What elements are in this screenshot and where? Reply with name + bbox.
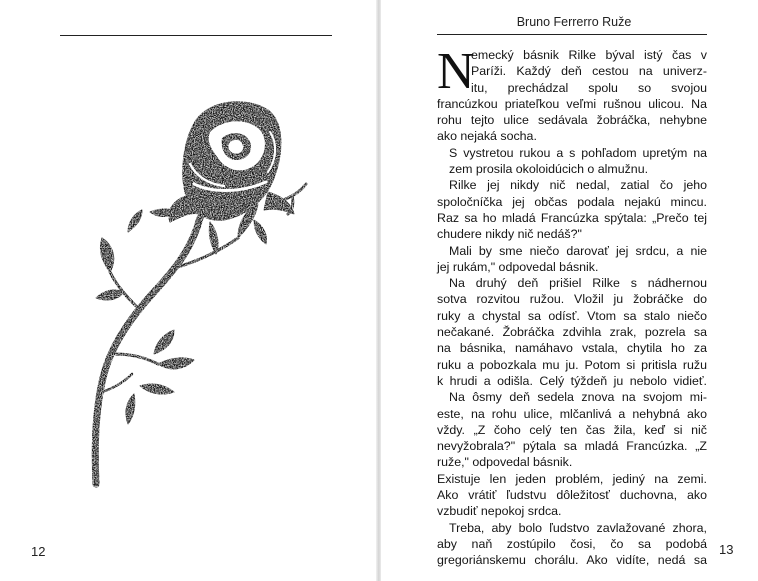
text-line: spoločníčka jej občas podala nejakú mincu.: [437, 194, 707, 209]
running-head: Bruno Ferrerro Ruže: [516, 15, 632, 29]
text-line: francúzkou priateľkou veľmi rušnou ulicou. Na: [437, 96, 707, 111]
drop-cap: N: [437, 43, 475, 100]
text-line: S vystretou rukou a s pohľadom upretým na: [449, 145, 707, 160]
text-line: chudere nikdy nič nedáš?": [437, 227, 582, 242]
text-line: ruže," odpovedal básnik.: [437, 455, 573, 470]
text-line: ruku a pobozkala mu ju. Potom si pritisla ružu: [437, 357, 707, 372]
page-number-right: 13: [719, 542, 734, 557]
top-rule-right: [437, 34, 707, 35]
text-line: gregoriánskemu chorálu. Ako vidíte, nedá sa: [437, 553, 707, 568]
text-line: Existuje len jeden problém, jediný na zemi.: [437, 471, 707, 486]
text-line: Rilke jej nikdy nič nedal, zatial čo jeho: [449, 178, 707, 193]
text-line: rohu tejto ulice sedávala žobráčka, nehybne: [437, 113, 707, 128]
top-rule-left: [60, 35, 332, 36]
text-line: ako nejaká socha.: [437, 129, 537, 144]
text-line: Na druhý deň prišiel Rilke s nádhernou: [449, 276, 707, 291]
text-line: Treba, aby bolo ľudstvo zavlažované zhora,: [449, 520, 707, 535]
text-line: vzbudiť nepokoj srdca.: [437, 504, 562, 519]
left-page: [0, 0, 378, 581]
text-line: vždy. „Z čoho celý ten čas žila, keď si nič: [437, 422, 707, 437]
text-line: jej rukám," odpovedal básnik.: [437, 259, 599, 274]
rose-stem: [95, 218, 238, 484]
rose-illustration: [78, 92, 318, 492]
text-line: ruky a chystal sa odísť. Vtom sa stalo niečo: [437, 308, 707, 323]
text-line: emecký básnik Rilke býval istý čas v: [471, 48, 707, 62]
text-line: itu, prechádzal spolu so svojou: [471, 80, 707, 95]
text-line: nevyžobrala?" pýtala sa mladá Francúzka. „Z: [437, 439, 707, 454]
body-text: [437, 43, 707, 568]
text-line: Na ôsmy deň sedela znova na svojom mi-: [449, 390, 707, 405]
text-line: nečakané. Žobráčka zdvihla zrak, pozrela sa: [437, 325, 707, 340]
page-number-left: 12: [31, 544, 46, 559]
rose-leaves: [96, 204, 258, 424]
text-line: na básnika, namáhavo vstala, chytila ho za: [437, 341, 707, 356]
text-lines: [437, 43, 707, 569]
text-line: Mali by sme niečo darovať jej srdcu, a nie: [449, 243, 707, 258]
text-line: zem prosila okoloidúcich o almužnu.: [449, 162, 649, 177]
text-line: Ako vrátiť ľudstvu dôležitosť duchovna, ako: [437, 488, 707, 503]
text-line: este, na rohu ulice, mlčanlivá a nehybná ako: [437, 406, 707, 421]
text-line: k hrudi a odišla. Celý týždeň ju nebolo vidieť.: [437, 373, 707, 388]
rose-bloom: [169, 102, 294, 222]
text-line: Raz sa ho mladá Francúzka spýtala: „Prečo tej: [437, 210, 707, 225]
text-line: Paríži. Každý deň cestou na univerz-: [471, 64, 707, 79]
text-line: sotva rozvitou ružou. Vložil ju žobráčke do: [437, 292, 707, 307]
text-line: aby naň zostúpilo čosi, čo sa podobá: [437, 536, 707, 551]
